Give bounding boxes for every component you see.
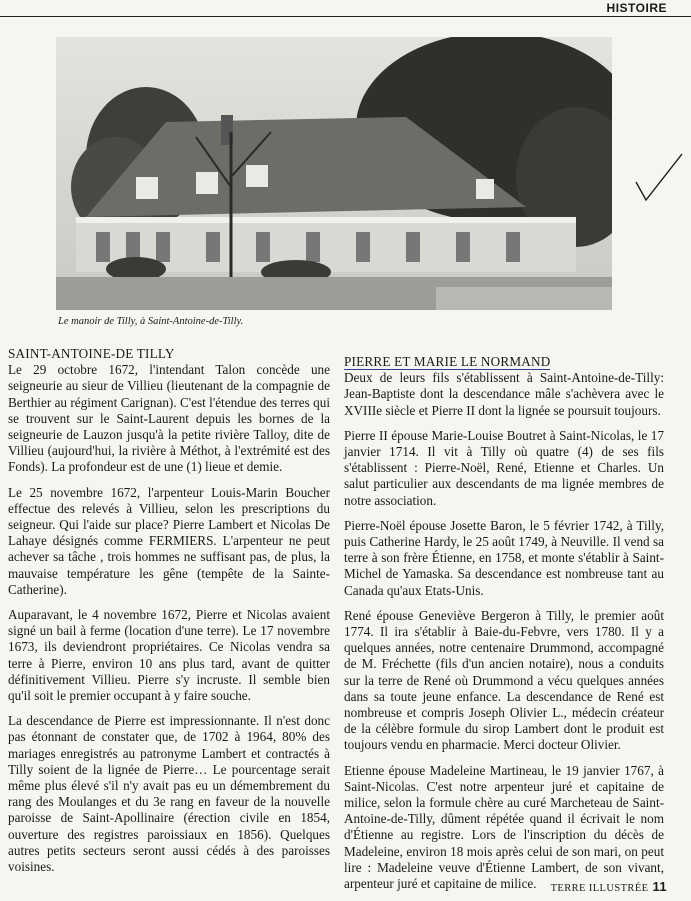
left-paragraph-3: Auparavant, le 4 novembre 1672, Pierre et Nicolas avaient signé un bail à ferme (location d'une terre). Le 17 novembre 1673, ils deviendront propriétaires. Ce Nicolas vendra sa terre à Pierre, environ 10 ans plus tard, avant de quitter définitivement Villieu. Pierre s'y incruste. Il semble bien qu'il soit le premier occupant à y faire souche.: [8, 607, 330, 704]
manor-photo: [56, 37, 612, 310]
right-column-heading: [344, 354, 664, 370]
page-footer: [551, 879, 667, 894]
right-column: [344, 354, 664, 901]
right-paragraph-4: René épouse Geneviève Bergeron à Tilly, le premier août 1774. Il ira s'établir à Baie-du-Febvre, vers 1780. Il y a quelques années, notre centenaire Drummond, accompagné de M. Fréchette (fils d'un ancien notaire), nous a conduits sur la terre de René où Drummond a vécu quelques années dans sa toute jeune enfance. La descendance de René est nombreuse et compris Joseph Olivier L., médecin créateur de la célèbre formule du sirop Lambert dont le produit est toujours vendu en pharmacie. Merci docteur Olivier.: [344, 607, 664, 753]
right-paragraph-3: Pierre-Noël épouse Josette Baron, le 5 février 1742, à Tilly, puis Catherine Hardy, le 25 août 1749, à Neuville. Il vend sa terre à son frère Étienne, en 1758, et monte s'établir à Saint-Michel de Yamaska. Sa descendance est nombreuse tant au Canada qu'aux Etats-Unis.: [344, 517, 664, 598]
photo-caption: Le manoir de Tilly, à Saint-Antoine-de-Tilly.: [58, 316, 244, 327]
handwritten-checkmark-icon: [634, 150, 684, 210]
top-rule: [0, 16, 691, 17]
right-paragraph-5: Etienne épouse Madeleine Martineau, le 19 janvier 1767, à Saint-Nicolas. C'est notre arpenteur juré et capitaine de milice, selon la formule chère au curé Marcheteau de Saint-Antoine-de-Tilly, dûment répétée quand il écrivait le nom d'Étienne au registre. Lors de l'inscription du décès de Madeleine, environ 18 mois après celui de son mari, on peut lire : Madeleine veuve d'Étienne Lambert, de son vivant, arpenteur juré et capitaine de milice.: [344, 762, 664, 892]
right-paragraph-2: Pierre II épouse Marie-Louise Boutret à Saint-Nicolas, le 17 janvier 1714. Il vit à Tilly où quatre (4) de ses fils s'établissent : Pierre-Noël, René, Etienne et Charles. Un salut particulier aux descendants de ma lignée membres de notre association.: [344, 427, 664, 508]
left-paragraph-2: Le 25 novembre 1672, l'arpenteur Louis-Marin Boucher effectue des relevés à Villieu, selon les prescriptions du seigneur. Qui l'aide sur place? Pierre Lambert et Nicolas De Lahaye désignés comme FERMIERS. L'arpenteur ne peut achever sa tâche , trois hommes ne suffisant pas, de plus, la mauvaise température les gêne (tempête de la Sainte-Catherine).: [8, 484, 330, 597]
left-column-heading: SAINT-ANTOINE-DE TILLY: [8, 346, 175, 361]
section-tag: HISTOIRE: [606, 1, 667, 15]
manor-illustration: [56, 37, 612, 310]
left-paragraph-1: Le 29 octobre 1672, l'intendant Talon concède une seigneurie au sieur de Villieu (lieutenant de la compagnie de Berthier au régiment Carignan). C'est l'étendue des terres qui se trouvent sur le Saint-Laurent depuis les bornes de la seigneurie de Lauzon jusqu'à la petite rivière Talloy, dite de Villieu (aujourd'hui, la rivière à Méthot, à l'extrémité est des Fonds). La profondeur est de une (1) lieue et demie.: [8, 362, 330, 475]
left-paragraph-4: La descendance de Pierre est impressionnante. Il n'est donc pas étonnant de constater que, de 1702 à 1964, 80% des mariages enregistrés au patronyme Lambert et contractés à Tilly soient de la lignée de Pierre… Le pourcentage serait même plus élevé s'il n'y avait pas eu un démembrement du rang des Moulanges et du 3e rang en faveur de la nouvelle paroisse de Saint-Apollinaire (érection civile en 1854, ouverture des registres paroissiaux en 1856). Quelques autres petits secteurs seront aussi cédés à des paroisses voisines.: [8, 713, 330, 875]
left-column: [8, 346, 330, 884]
page-number: 11: [652, 879, 667, 894]
magazine-name: TERRE ILLUSTRÉE: [550, 883, 649, 894]
right-column-heading-text: PIERRE ET MARIE LE NORMAND: [344, 354, 551, 369]
right-paragraph-1: Deux de leurs fils s'établissent à Saint-Antoine-de-Tilly: Jean-Baptiste dont la descendance mâle s'achèvera avec le XVIIIe siècle et Pierre II dont la lignée se poursuit toujours.: [344, 370, 664, 418]
